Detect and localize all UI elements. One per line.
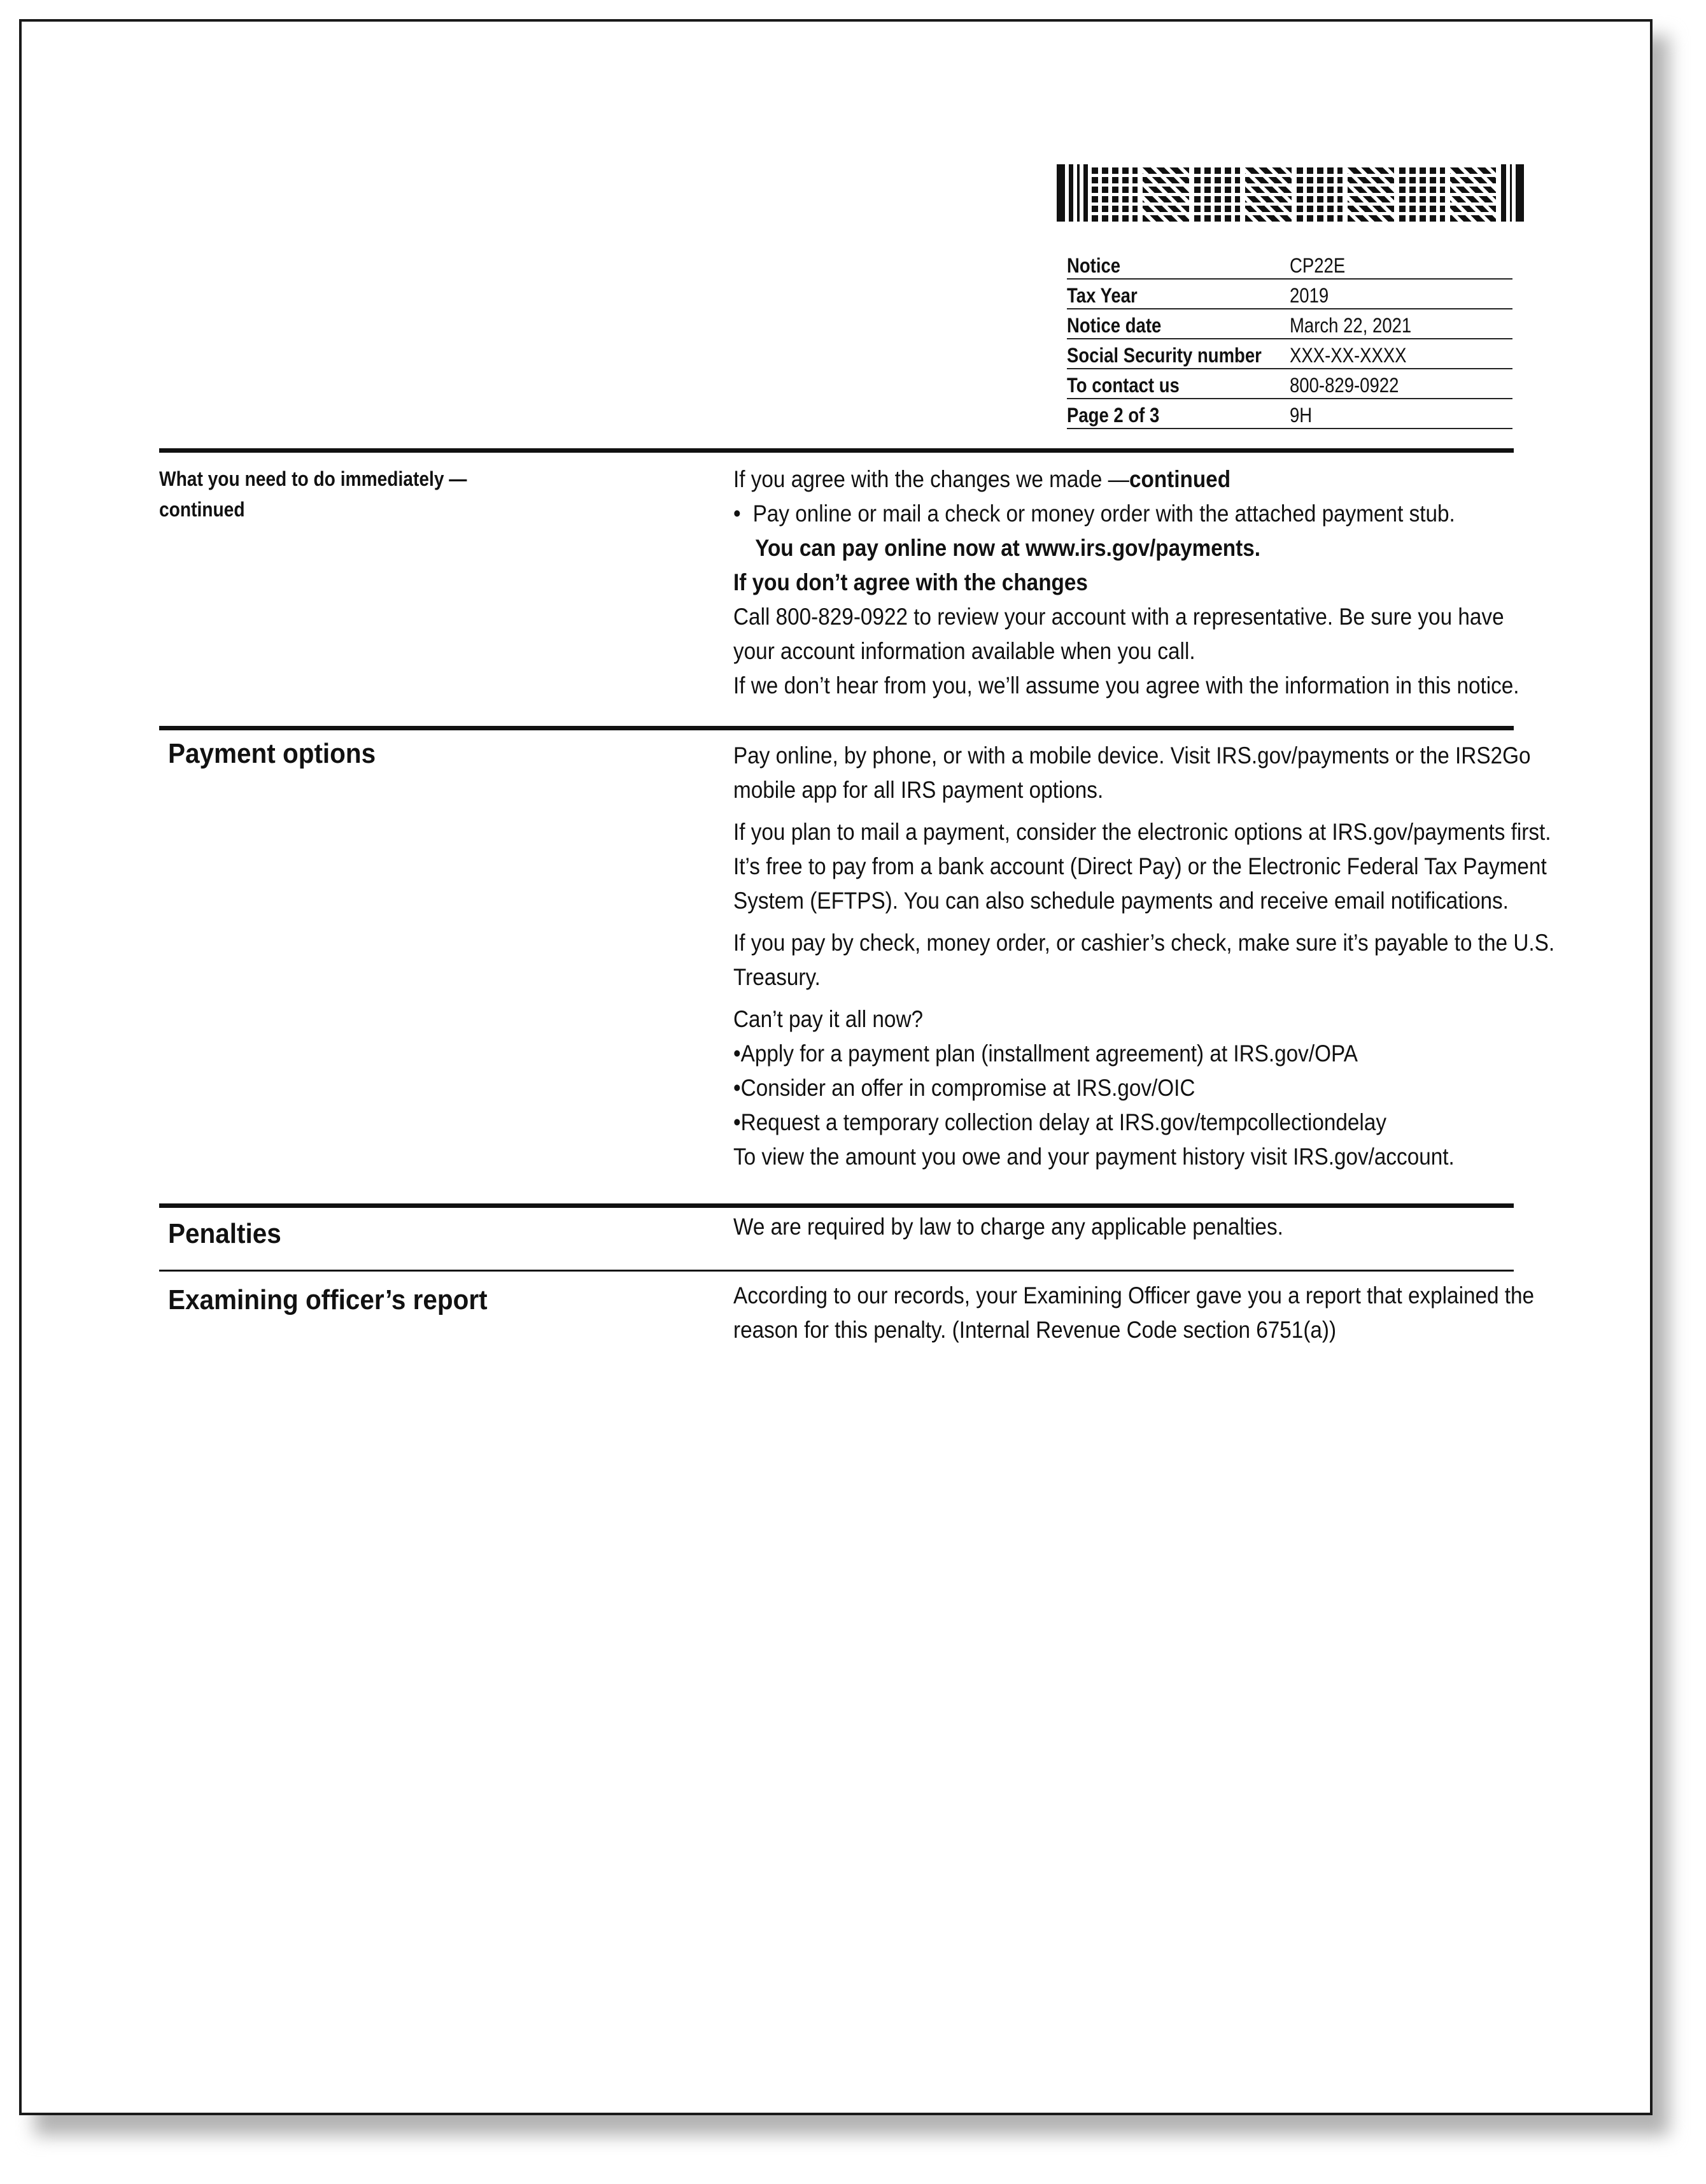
notice-meta-table (1067, 250, 1512, 429)
meta-row-tax-year (1067, 280, 1512, 309)
text-line: Treasury. (733, 964, 821, 990)
text-line: mobile app for all IRS payment options. (733, 777, 1104, 803)
agree-heading-text: If you agree with the changes we made — (733, 466, 1129, 492)
meta-row-page (1067, 399, 1512, 429)
pay-online-now: You can pay online now at www.irs.gov/payments. (755, 535, 1261, 561)
meta-value: 2019 (1290, 284, 1329, 307)
meta-value: CP22E (1290, 254, 1346, 277)
section-body-immediately (733, 462, 1548, 703)
agree-heading (733, 462, 1467, 497)
list-item-text: Consider an offer in compromise at IRS.gov/OIC (740, 1075, 1195, 1101)
title-line: What you need to do immediately — (159, 467, 467, 490)
meta-row-notice (1067, 250, 1512, 280)
text-line: System (EFTPS). You can also schedule payments and receive email notifications. (733, 888, 1509, 914)
disagree-heading: If you don’t agree with the changes (733, 569, 1088, 595)
text-line: We are required by law to charge any applicable penalties. (733, 1214, 1283, 1240)
list-item (733, 1037, 1467, 1071)
meta-label: Notice (1067, 254, 1121, 277)
section-body-penalties (733, 1210, 1548, 1244)
meta-value: March 22, 2021 (1290, 314, 1412, 337)
meta-label: Page 2 of 3 (1067, 404, 1160, 427)
meta-row-notice-date (1067, 309, 1512, 339)
agree-heading-bold: continued (1129, 466, 1231, 492)
section-divider (159, 448, 1514, 453)
list-item-text: Pay online or mail a check or money order with the attached payment stub. (752, 500, 1455, 527)
text-line: If you plan to mail a payment, consider the electronic options at IRS.gov/payments first. (733, 819, 1551, 845)
text-line: reason for this penalty. (Internal Revenue Code section 6751(a)) (733, 1317, 1337, 1343)
title-line: continued (159, 498, 245, 521)
bullet-icon: • (733, 1040, 741, 1067)
barcode-image (1057, 164, 1528, 222)
meta-row-contact (1067, 369, 1512, 399)
section-title-examining: Examining officer’s report (168, 1284, 488, 1315)
section-divider (159, 1203, 1514, 1208)
assume-line: If we don’t hear from you, we’ll assume you agree with the information in this notice. (733, 672, 1519, 698)
list-item-text: Request a temporary collection delay at IRS.gov/tempcollectiondelay (740, 1109, 1387, 1135)
bullet-icon: • (733, 1075, 741, 1101)
bullet-icon: • (733, 1109, 741, 1135)
text-line: It’s free to pay from a bank account (Direct Pay) or the Electronic Federal Tax Payment (733, 853, 1547, 879)
call-line: Call 800-829-0922 to review your account with a representative. Be sure you have (733, 604, 1504, 630)
list-item (733, 1071, 1467, 1105)
text-line: Pay online, by phone, or with a mobile device. Visit IRS.gov/payments or the IRS2Go (733, 742, 1531, 769)
meta-label: Social Security number (1067, 344, 1262, 367)
meta-value: XXX-XX-XXXX (1290, 344, 1407, 367)
meta-row-ssn (1067, 339, 1512, 369)
meta-label: Notice date (1067, 314, 1162, 337)
meta-label: Tax Year (1067, 284, 1138, 307)
text-line: According to our records, your Examining Officer gave you a report that explained the (733, 1282, 1535, 1308)
section-divider (159, 1270, 1514, 1272)
call-line: your account information available when you call. (733, 638, 1195, 664)
list-item (733, 1105, 1467, 1140)
list-item (733, 497, 1467, 531)
section-body-examining (733, 1279, 1548, 1347)
section-body-payment-options (733, 739, 1555, 1174)
list-item-text: Apply for a payment plan (installment agreement) at IRS.gov/OPA (740, 1040, 1358, 1067)
text-line: To view the amount you owe and your payment history visit IRS.gov/account. (733, 1144, 1455, 1170)
meta-value: 9H (1290, 404, 1313, 427)
section-title-penalties: Penalties (168, 1218, 281, 1249)
meta-label: To contact us (1067, 374, 1180, 397)
section-title-payment-options: Payment options (168, 738, 376, 769)
section-divider (159, 726, 1514, 730)
bullet-icon: • (733, 500, 741, 527)
meta-value: 800-829-0922 (1290, 374, 1399, 397)
section-title-immediately (159, 464, 509, 525)
text-line: If you pay by check, money order, or cashier’s check, make sure it’s payable to the U.S. (733, 930, 1555, 956)
text-line: Can’t pay it all now? (733, 1006, 924, 1032)
